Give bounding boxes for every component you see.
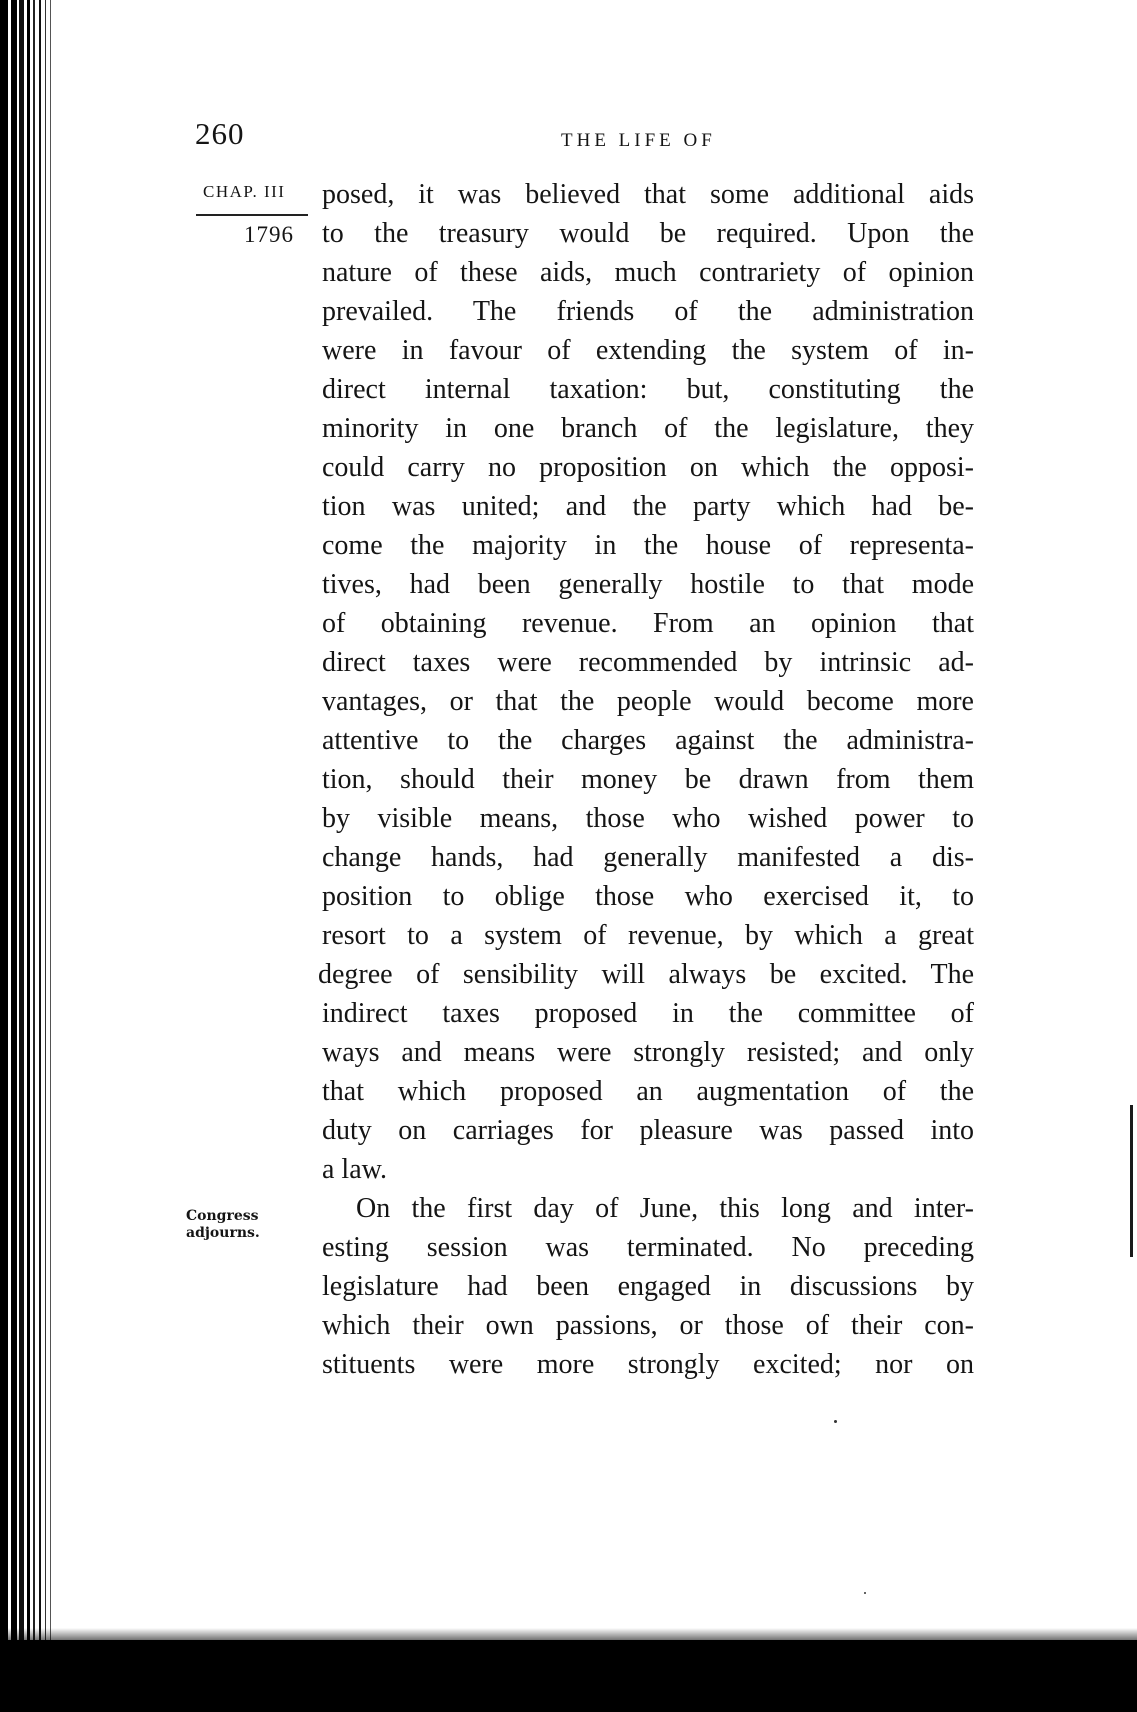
text-line: that which proposed an augmentation of the: [322, 1076, 974, 1107]
scan-speck: [834, 1420, 837, 1423]
chapter-rule: [196, 214, 308, 216]
text-line: stituents were more strongly excited; nor on: [322, 1349, 974, 1380]
text-line: resort to a system of revenue, by which a great: [322, 920, 974, 951]
text-line: which their own passions, or those of their con-: [322, 1310, 974, 1341]
page-number: 260: [195, 116, 245, 151]
body-text: [318, 175, 974, 1384]
text-line: a law.: [322, 1154, 388, 1185]
text-line: nature of these aids, much contrariety of opinion: [322, 257, 974, 288]
text-line: could carry no proposition on which the opposi-: [322, 452, 974, 483]
text-line: of obtaining revenue. From an opinion that: [322, 608, 974, 639]
text-line: esting session was terminated. No preceding: [322, 1232, 974, 1263]
text-line: to the treasury would be required. Upon the: [322, 218, 974, 249]
text-line: were in favour of extending the system of in-: [322, 335, 974, 366]
side-note: [186, 1208, 260, 1242]
text-line: ways and means were strongly resisted; and only: [322, 1037, 974, 1068]
text-line: duty on carriages for pleasure was passed into: [322, 1115, 974, 1146]
text-line: by visible means, those who wished power to: [322, 803, 974, 834]
text-line: prevailed. The friends of the administration: [322, 296, 974, 327]
scan-bottom-edge: [0, 1640, 1137, 1712]
text-line: tion, should their money be drawn from them: [322, 764, 974, 795]
margin-year: 1796: [244, 222, 294, 247]
text-line: legislature had been engaged in discussions by: [322, 1271, 974, 1302]
running-head: THE LIFE OF: [561, 130, 716, 151]
side-note-line: Congress: [186, 1208, 259, 1224]
text-line: direct internal taxation: but, constituting the: [322, 374, 974, 405]
side-note-line: adjourns.: [186, 1225, 260, 1241]
chapter-label: CHAP. III: [203, 182, 286, 201]
bottom-shadow: [0, 1628, 1137, 1640]
text-line: vantages, or that the people would become more: [322, 686, 974, 717]
text-line: degree of sensibility will always be excited. The: [318, 959, 974, 990]
text-line: tion was united; and the party which had be-: [322, 491, 974, 522]
text-line: tives, had been generally hostile to that mode: [322, 569, 974, 600]
scan-speck: [864, 1592, 866, 1594]
text-line: attentive to the charges against the administra-: [322, 725, 974, 756]
text-line: posed, it was believed that some additional aids: [322, 179, 974, 210]
binding-edge: [0, 0, 60, 1712]
text-line: change hands, had generally manifested a dis-: [322, 842, 974, 873]
scan-right-mark: [1130, 1105, 1133, 1257]
text-line: position to oblige those who exercised it, to: [322, 881, 974, 912]
text-line: direct taxes were recommended by intrinsic ad-: [322, 647, 974, 678]
text-line: On the first day of June, this long and inter-: [356, 1193, 974, 1224]
text-line: indirect taxes proposed in the committee of: [322, 998, 974, 1029]
text-line: minority in one branch of the legislature, they: [322, 413, 974, 444]
text-line: come the majority in the house of representa-: [322, 530, 974, 561]
